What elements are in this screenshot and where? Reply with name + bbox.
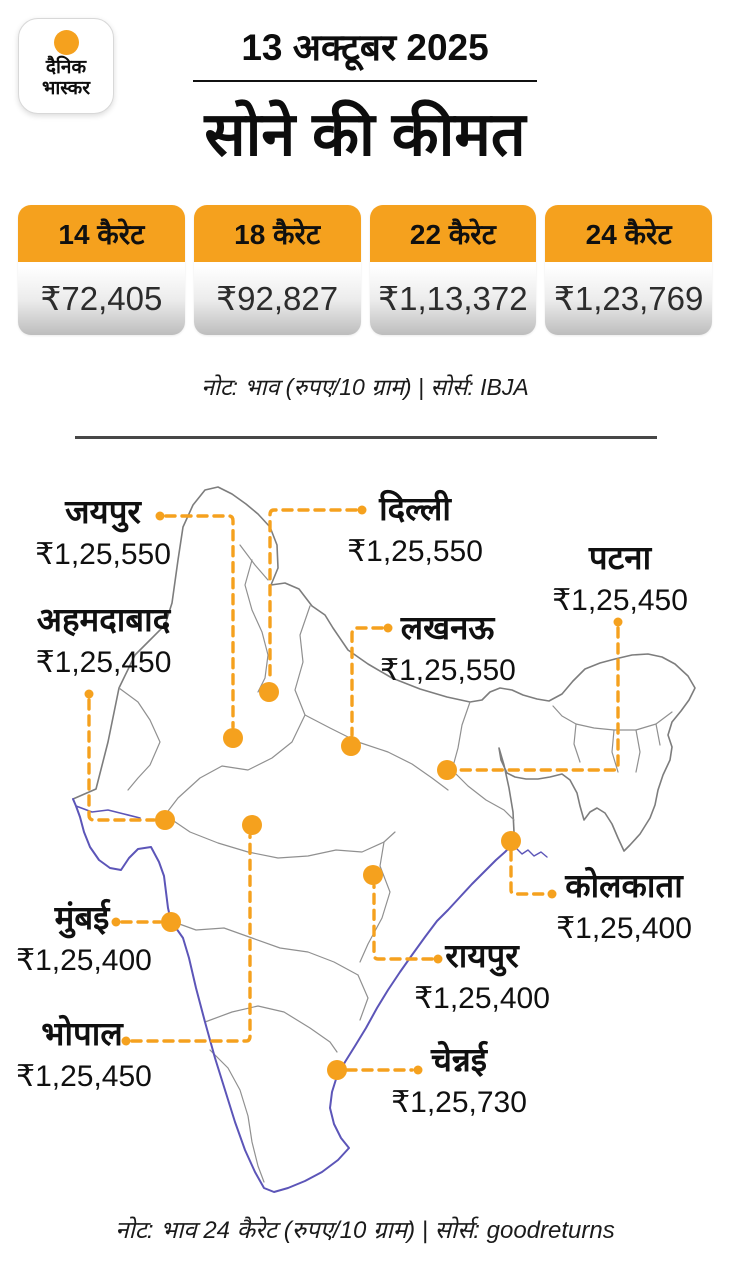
dot-chennai [327, 1060, 347, 1080]
dot-patna [437, 760, 457, 780]
city-price: ₹1,25,730 [391, 1085, 527, 1119]
city-name: कोलकाता [565, 867, 683, 904]
dot-raipur [363, 865, 383, 885]
note-source-ibja: नोट: भाव (रुपए/10 ग्राम) | सोर्स: IBJA [201, 374, 529, 400]
karat-label: 22 कैरेट [370, 205, 537, 262]
karat-price: ₹1,23,769 [545, 262, 712, 335]
city-price: ₹1,25,550 [380, 653, 516, 687]
city-label-bhopal [16, 1014, 152, 1094]
connector-kolkata [511, 851, 546, 894]
connector-ahmedabad [89, 700, 154, 820]
city-name: अहमदाबाद [36, 601, 171, 638]
karat-price: ₹92,827 [194, 262, 361, 335]
dot-lucknow [341, 736, 361, 756]
connector-lucknow [352, 628, 382, 735]
connector-bhopal [132, 836, 250, 1041]
city-price: ₹1,25,400 [16, 943, 152, 977]
city-price: ₹1,25,400 [556, 911, 692, 945]
city-name: जयपुर [65, 493, 141, 530]
city-label-lucknow [380, 608, 515, 688]
page-title: सोने की कीमत [204, 100, 526, 168]
dot-jaipur [223, 728, 243, 748]
city-label-mumbai [16, 898, 152, 978]
sundarbans-delta [516, 848, 547, 857]
dot-delhi [259, 682, 279, 702]
label-dot-ahmedabad [85, 690, 94, 699]
dot-mumbai [161, 912, 181, 932]
city-price: ₹1,25,550 [347, 534, 483, 568]
dot-bhopal [242, 815, 262, 835]
city-label-raipur [413, 936, 551, 1016]
city-label-jaipur [28, 492, 178, 572]
karat-price: ₹72,405 [18, 262, 185, 335]
city-label-kolkata [550, 866, 698, 946]
city-price: ₹1,25,450 [552, 583, 688, 617]
logo-text-line2: भास्कर [41, 77, 91, 99]
city-label-delhi [345, 489, 485, 569]
city-price: ₹1,25,450 [16, 1059, 152, 1093]
karat-label: 24 कैरेट [545, 205, 712, 262]
date-label: 13 अक्टूबर 2025 [193, 20, 536, 82]
karat-label: 18 कैरेट [194, 205, 361, 262]
city-label-ahmedabad [26, 600, 181, 680]
karat-label: 14 कैरेट [18, 205, 185, 262]
dot-ahmedabad [155, 810, 175, 830]
city-name: लखनऊ [400, 609, 495, 646]
city-name: चेन्नई [431, 1041, 487, 1078]
city-name: पटना [588, 539, 652, 576]
connector-delhi [270, 510, 356, 681]
city-label-patna [550, 538, 690, 618]
note-source-goodreturns: नोट: भाव 24 कैरेट (रुपए/10 ग्राम) | सोर्स: goodreturns [115, 1217, 615, 1244]
city-name: मुंबई [54, 899, 110, 936]
city-label-chennai [390, 1040, 528, 1120]
gulf-of-kutch [76, 806, 140, 818]
city-price: ₹1,25,550 [35, 537, 171, 571]
city-name: भोपाल [41, 1015, 123, 1052]
city-price: ₹1,25,400 [414, 981, 550, 1015]
city-name: दिल्ली [379, 490, 451, 527]
city-price: ₹1,25,450 [35, 645, 172, 679]
logo-text-line1: दैनिक [45, 57, 87, 78]
city-name: रायपुर [445, 937, 519, 974]
dot-kolkata [501, 831, 521, 851]
karat-price: ₹1,13,372 [370, 262, 537, 335]
label-dot-patna [614, 618, 623, 627]
